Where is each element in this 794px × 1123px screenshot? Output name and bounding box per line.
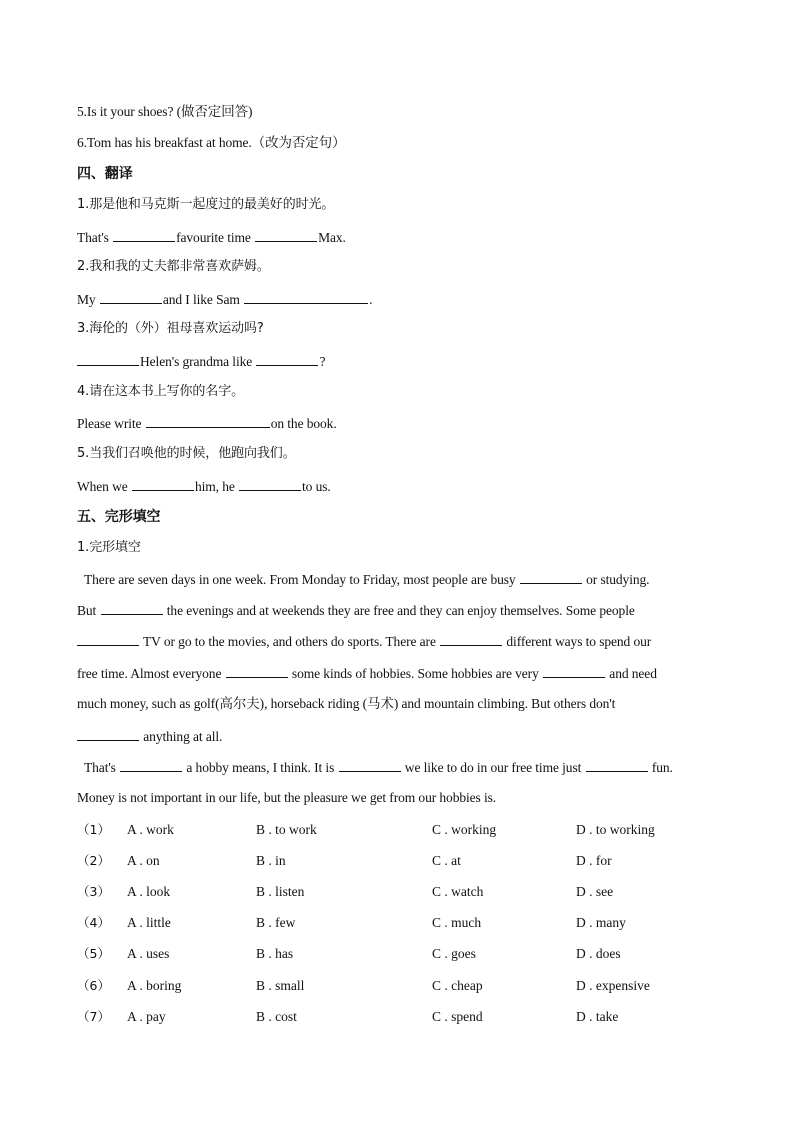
answer-blank[interactable] bbox=[255, 228, 317, 242]
text-fragment: My bbox=[77, 292, 96, 307]
text-fragment: some kinds of hobbies. Some hobbies are very bbox=[291, 666, 539, 681]
text-fragment: fun. bbox=[651, 760, 673, 775]
translation-2-english bbox=[77, 290, 372, 309]
translation-3-english bbox=[77, 352, 325, 371]
cloze-subheading: 1.完形填空 bbox=[77, 540, 141, 555]
question-number: （6） bbox=[77, 978, 110, 993]
text-fragment: Please write bbox=[77, 416, 142, 431]
text-fragment: That's bbox=[84, 760, 116, 775]
option-c[interactable]: C . goes bbox=[432, 946, 476, 961]
cloze-passage-line bbox=[77, 664, 657, 683]
text-fragment: anything at all. bbox=[143, 729, 223, 744]
section-5-heading: 五、完形填空 bbox=[77, 509, 161, 525]
answer-blank[interactable] bbox=[100, 290, 162, 304]
translation-4-english bbox=[77, 414, 337, 433]
option-d[interactable]: D . see bbox=[576, 884, 614, 899]
answer-blank[interactable] bbox=[77, 632, 139, 646]
text-fragment: favourite time bbox=[176, 230, 251, 245]
translation-4-chinese: 4.请在这本书上写你的名字。 bbox=[77, 384, 245, 399]
translation-5-english bbox=[77, 477, 331, 496]
text-fragment: Helen's grandma like bbox=[140, 354, 253, 369]
translation-5-chinese: 5.当我们召唤他的时候，他跑向我们。 bbox=[77, 446, 296, 461]
text-fragment: But bbox=[77, 603, 97, 618]
answer-blank[interactable] bbox=[77, 727, 139, 741]
answer-blank[interactable] bbox=[226, 664, 288, 678]
question-number: （2） bbox=[77, 853, 110, 868]
text-fragment: to us. bbox=[302, 479, 331, 494]
text-fragment: ? bbox=[319, 354, 326, 369]
option-b[interactable]: B . has bbox=[256, 946, 294, 961]
cloze-passage-line bbox=[77, 601, 635, 620]
answer-blank[interactable] bbox=[520, 570, 582, 584]
option-c[interactable]: C . cheap bbox=[432, 978, 483, 993]
option-c[interactable]: C . at bbox=[432, 853, 461, 868]
option-row bbox=[77, 977, 717, 995]
option-d[interactable]: D . for bbox=[576, 853, 612, 868]
option-row bbox=[77, 852, 717, 870]
answer-blank[interactable] bbox=[256, 352, 318, 366]
option-a[interactable]: A . uses bbox=[127, 946, 170, 961]
text-fragment: There are seven days in one week. From Monday to Friday, most people are busy bbox=[84, 572, 516, 587]
text-fragment: we like to do in our free time just bbox=[404, 760, 582, 775]
option-row bbox=[77, 914, 717, 932]
option-b[interactable]: B . listen bbox=[256, 884, 305, 899]
answer-blank[interactable] bbox=[543, 664, 605, 678]
option-b[interactable]: B . cost bbox=[256, 1009, 297, 1024]
option-b[interactable]: B . to work bbox=[256, 822, 317, 837]
option-a[interactable]: A . on bbox=[127, 853, 160, 868]
option-row bbox=[77, 945, 717, 963]
option-c[interactable]: C . watch bbox=[432, 884, 484, 899]
text-fragment: and need bbox=[609, 666, 657, 681]
option-c[interactable]: C . much bbox=[432, 915, 482, 930]
answer-blank[interactable] bbox=[113, 228, 175, 242]
text-fragment: . bbox=[369, 292, 373, 307]
translation-1-chinese: 1.那是他和马克斯一起度过的最美好的时光。 bbox=[77, 197, 335, 212]
option-d[interactable]: D . expensive bbox=[576, 978, 650, 993]
answer-blank[interactable] bbox=[339, 758, 401, 772]
option-d[interactable]: D . many bbox=[576, 915, 626, 930]
question-number: （5） bbox=[77, 946, 110, 961]
option-c[interactable]: C . spend bbox=[432, 1009, 483, 1024]
translation-1-english bbox=[77, 228, 346, 247]
answer-blank[interactable] bbox=[101, 601, 163, 615]
text-fragment: TV or go to the movies, and others do sports. There are bbox=[143, 634, 436, 649]
option-c[interactable]: C . working bbox=[432, 822, 497, 837]
question-5-text: 5.Is it your shoes? (做否定回答) bbox=[77, 104, 253, 119]
text-fragment: free time. Almost everyone bbox=[77, 666, 222, 681]
option-a[interactable]: A . work bbox=[127, 822, 174, 837]
cloze-passage-line bbox=[77, 758, 673, 777]
text-fragment: or studying. bbox=[586, 572, 650, 587]
cloze-passage-line: Money is not important in our life, but the pleasure we get from our hobbies is. bbox=[77, 790, 497, 805]
option-a[interactable]: A . boring bbox=[127, 978, 182, 993]
option-d[interactable]: D . take bbox=[576, 1009, 619, 1024]
text-fragment: Max. bbox=[318, 230, 346, 245]
answer-blank[interactable] bbox=[146, 414, 270, 428]
option-d[interactable]: D . does bbox=[576, 946, 621, 961]
text-fragment: and I like Sam bbox=[162, 292, 240, 307]
option-d[interactable]: D . to working bbox=[576, 822, 655, 837]
text-fragment: different ways to spend our bbox=[506, 634, 652, 649]
question-number: （3） bbox=[77, 884, 110, 899]
question-number: （4） bbox=[77, 915, 110, 930]
text-fragment: the evenings and at weekends they are free and they can enjoy themselves. Some people bbox=[166, 603, 635, 618]
answer-blank[interactable] bbox=[239, 477, 301, 491]
option-row bbox=[77, 1008, 717, 1026]
answer-blank[interactable] bbox=[120, 758, 182, 772]
cloze-passage-line bbox=[77, 570, 649, 589]
question-number: （1） bbox=[77, 822, 110, 837]
option-b[interactable]: B . small bbox=[256, 978, 305, 993]
text-fragment: That's bbox=[77, 230, 109, 245]
option-row bbox=[77, 821, 717, 839]
cloze-passage-line: much money, such as golf(高尔夫), horseback riding (马术) and mountain climbing. But others don't bbox=[77, 696, 616, 711]
cloze-passage-line bbox=[77, 727, 222, 746]
answer-blank[interactable] bbox=[132, 477, 194, 491]
question-number: （7） bbox=[77, 1009, 110, 1024]
answer-blank[interactable] bbox=[440, 632, 502, 646]
translation-3-chinese: 3.海伦的（外）祖母喜欢运动吗? bbox=[77, 321, 264, 336]
text-fragment: When we bbox=[77, 479, 128, 494]
section-4-heading: 四、翻译 bbox=[77, 166, 133, 182]
text-fragment: a hobby means, I think. It is bbox=[186, 760, 335, 775]
option-b[interactable]: B . few bbox=[256, 915, 296, 930]
option-a[interactable]: A . little bbox=[127, 915, 171, 930]
text-fragment: him, he bbox=[194, 479, 235, 494]
option-a[interactable]: A . pay bbox=[127, 1009, 166, 1024]
option-row bbox=[77, 883, 717, 901]
option-b[interactable]: B . in bbox=[256, 853, 286, 868]
cloze-passage-line bbox=[77, 632, 651, 651]
answer-blank[interactable] bbox=[244, 290, 368, 304]
answer-blank[interactable] bbox=[77, 352, 139, 366]
answer-blank[interactable] bbox=[586, 758, 648, 772]
question-6-text: 6.Tom has his breakfast at home.（改为否定句） bbox=[77, 135, 346, 150]
translation-2-chinese: 2.我和我的丈夫都非常喜欢萨姆。 bbox=[77, 259, 270, 274]
option-a[interactable]: A . look bbox=[127, 884, 171, 899]
text-fragment: on the book. bbox=[270, 416, 337, 431]
